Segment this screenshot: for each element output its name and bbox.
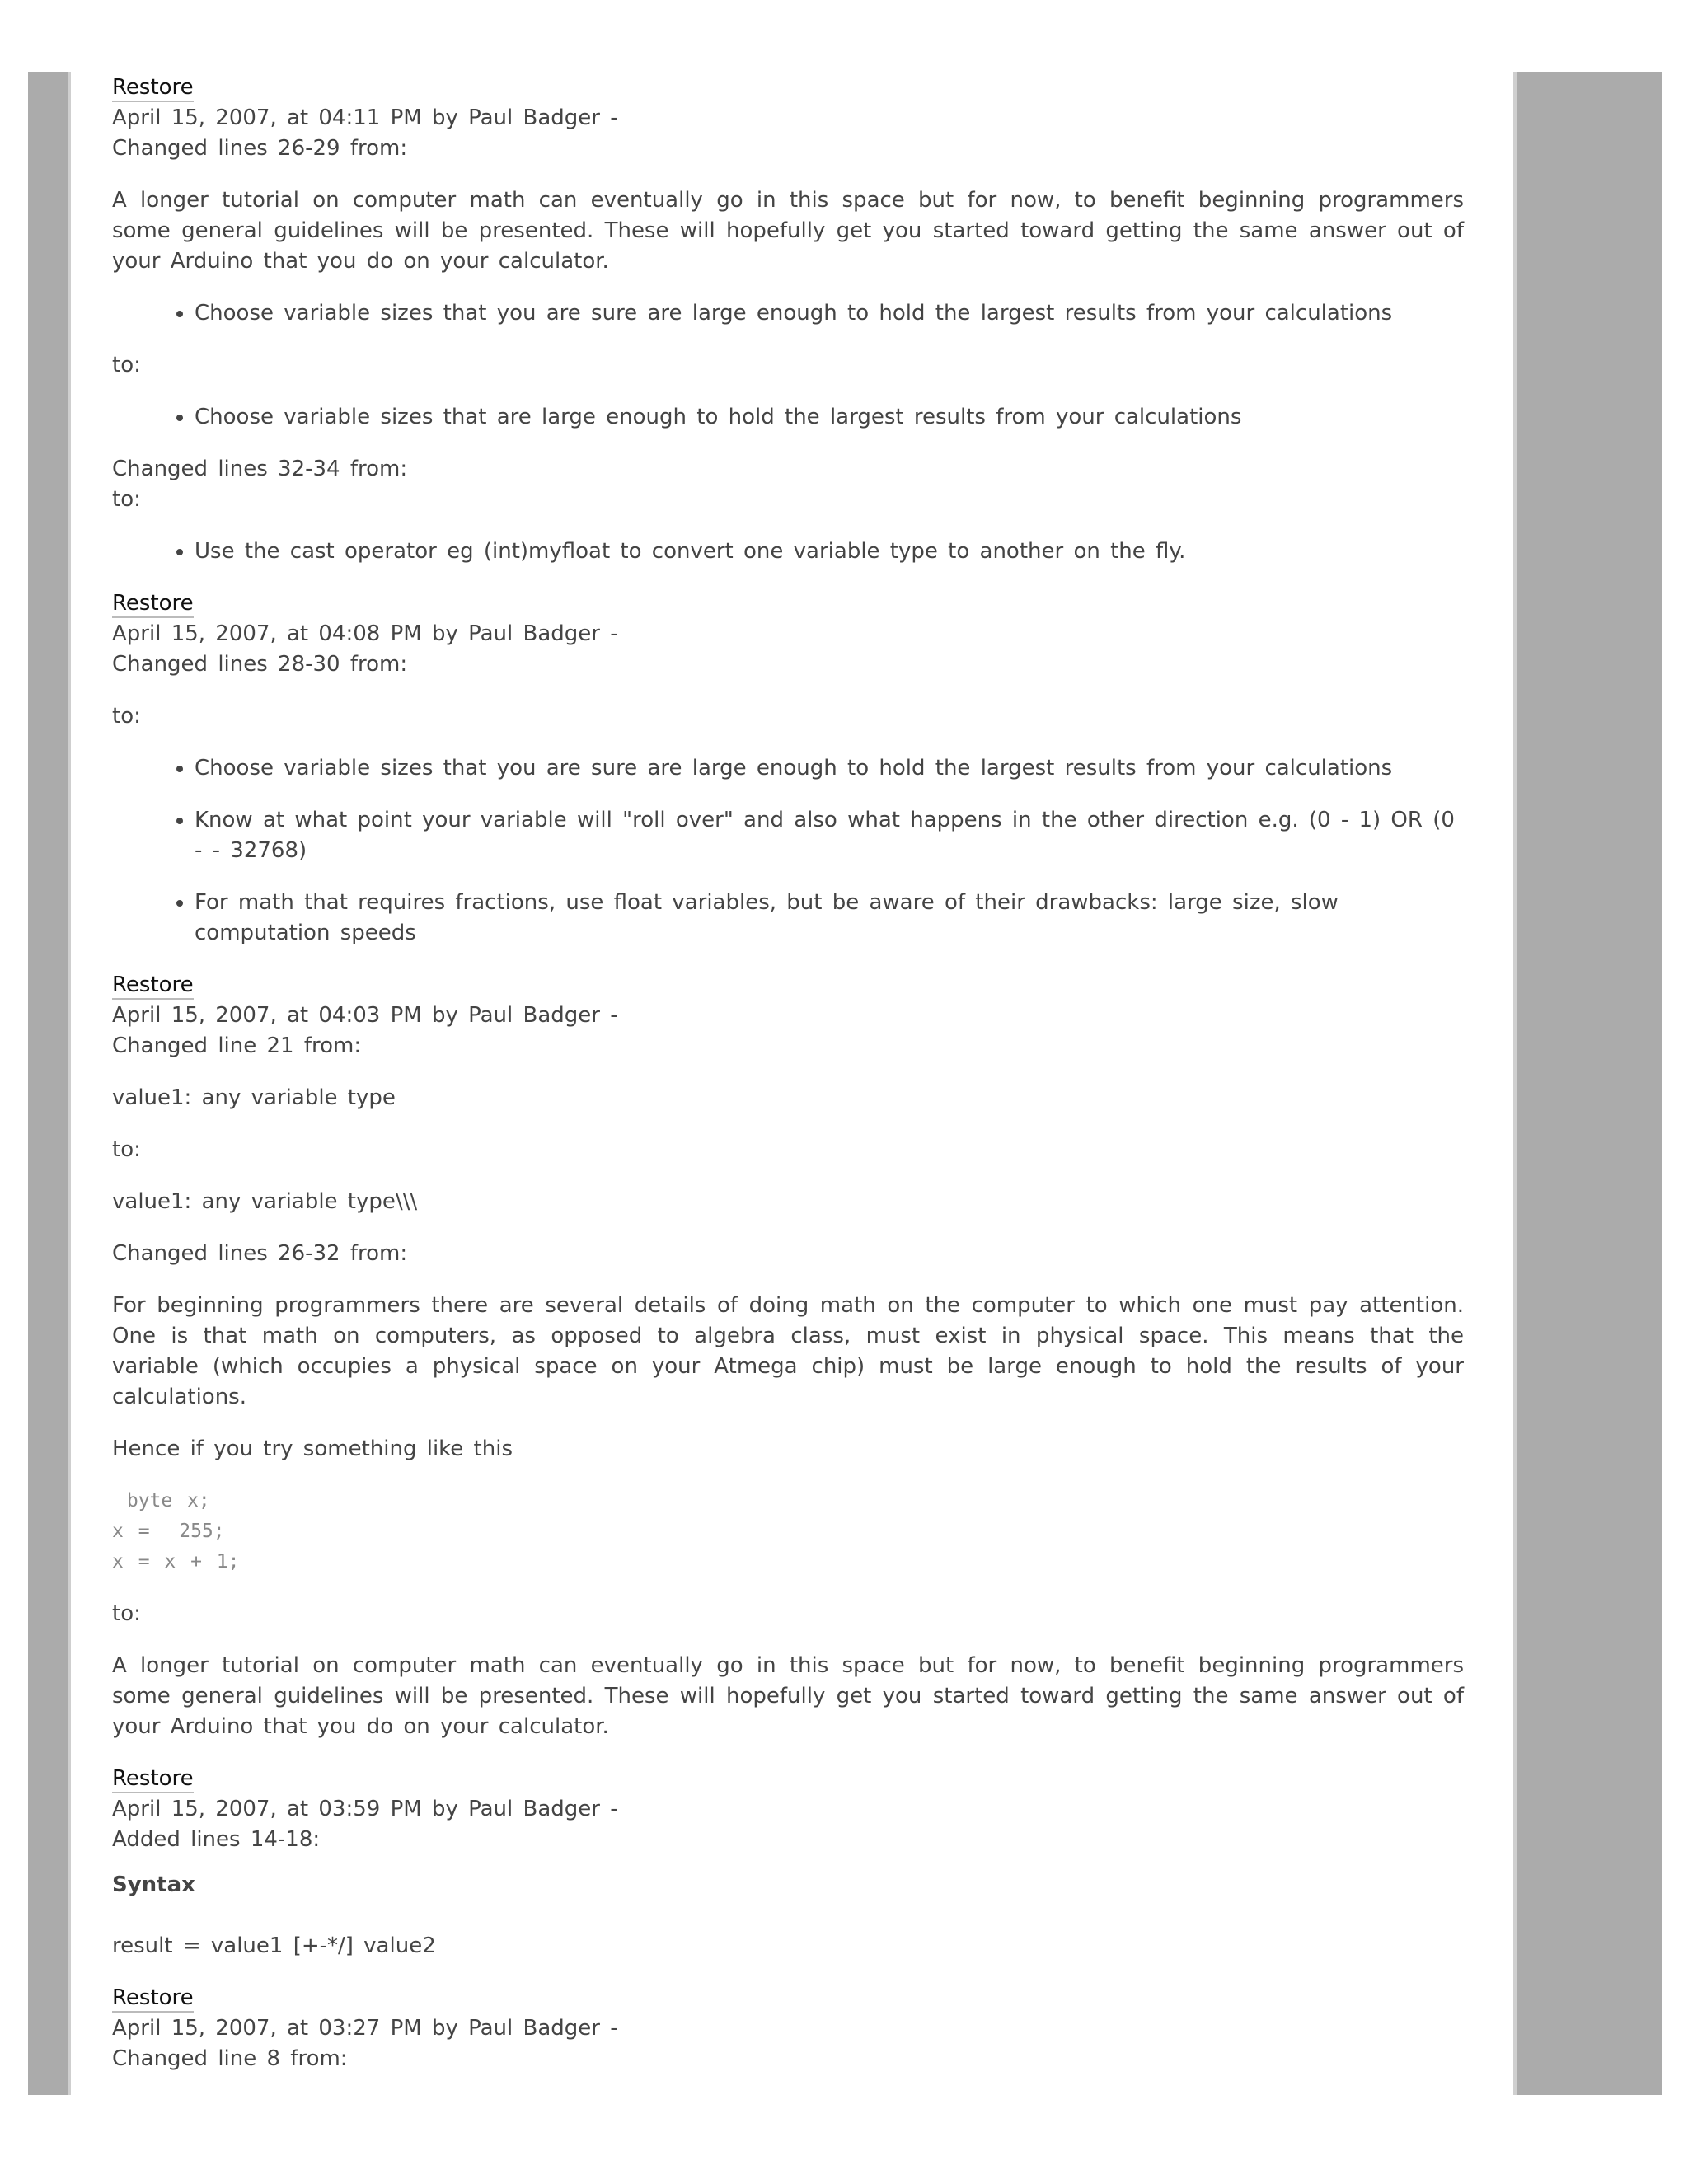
code-line: x = x + 1; [112,1551,240,1572]
change-summary: Changed lines 26-29 from: [112,136,408,161]
change-summary: Changed line 21 from: [112,1033,362,1058]
restore-link[interactable]: Restore [112,74,194,102]
revision-04-08 [112,588,1464,949]
change-summary: Added lines 14-18: [112,1827,321,1852]
revision-meta: April 15, 2007, at 04:03 PM by Paul Badger - [112,1003,618,1028]
list-item: • Choose variable sizes that are large enough to hold the largest results from your calculations [195,402,1464,433]
code-line: x = 255; [112,1521,225,1542]
restore-link[interactable]: Restore [112,590,194,618]
list-item: • Choose variable sizes that you are sure are large enough to hold the largest results from your calculations [195,753,1464,784]
restore-link[interactable]: Restore [112,1765,194,1793]
restore-link[interactable]: Restore [112,1985,194,2013]
change-summary: Changed lines 32-34 from: [112,457,408,481]
diff-paragraph: value1: any variable type\\\ [112,1189,418,1214]
to-label: to: [112,487,141,512]
revision-03-59 [112,1764,1464,1961]
to-label: to: [112,1601,141,1626]
revision-meta: April 15, 2007, at 03:27 PM by Paul Badger - [112,2016,618,2041]
diff-paragraph: A longer tutorial on computer math can eventually go in this space but for now, to benefit beginning programmers some general guidelines will be presented. These will hopefully get you started toward getting the same answer out of your Arduino that you do on your calculator. [112,1653,1464,1739]
list-item: • Choose variable sizes that you are sure are large enough to hold the largest results from your calculations [195,298,1464,329]
revision-03-27 [112,1983,1464,2074]
revision-meta: April 15, 2007, at 04:08 PM by Paul Badger - [112,621,618,646]
list-item: • For math that requires fractions, use float variables, but be aware of their drawbacks: large size, slow computation speeds [195,888,1464,949]
diff-paragraph: A longer tutorial on computer math can eventually go in this space but for now, to benefit beginning programmers some general guidelines will be presented. These will hopefully get you started toward getting the same answer out of your Arduino that you do on your calculator. [112,188,1464,274]
change-summary: Changed lines 28-30 from: [112,652,408,677]
syntax-line: result = value1 [+-*/] value2 [112,1933,436,1958]
diff-list [112,402,1464,433]
page-history-content [112,73,1464,2074]
diff-paragraph: Hence if you try something like this [112,1436,513,1461]
revision-04-11 [112,73,1464,567]
right-side-rail [1513,72,1662,2095]
revision-meta: April 15, 2007, at 04:11 PM by Paul Badger - [112,105,618,130]
restore-link[interactable]: Restore [112,972,194,1000]
syntax-heading: Syntax [112,1872,195,1897]
diff-paragraph: value1: any variable type [112,1085,396,1110]
revision-meta: April 15, 2007, at 03:59 PM by Paul Badger - [112,1797,618,1821]
revision-04-03 [112,970,1464,1742]
code-line: byte x; [112,1490,210,1511]
diff-list [112,753,1464,949]
list-item: • Know at what point your variable will "roll over" and also what happens in the other direction e.g. (0 - 1) OR (0 - - 32768) [195,805,1464,866]
change-summary: Changed lines 26-32 from: [112,1241,408,1266]
left-side-rail [28,72,71,2095]
list-item: • Use the cast operator eg (int)myfloat to convert one variable type to another on the fly. [195,537,1464,567]
diff-paragraph: For beginning programmers there are several details of doing math on the computer to which one must pay attention. One is that math on computers, as opposed to algebra class, must exist in physical space. This means that the variable (which occupies a physical space on your Atmega chip) must be large enough to hold the results of your calculations. [112,1293,1464,1409]
to-label: to: [112,704,141,729]
to-label: to: [112,353,141,377]
change-summary: Changed line 8 from: [112,2046,348,2071]
to-label: to: [112,1137,141,1162]
code-block [112,1486,1464,1577]
diff-list [112,537,1464,567]
diff-list [112,298,1464,329]
